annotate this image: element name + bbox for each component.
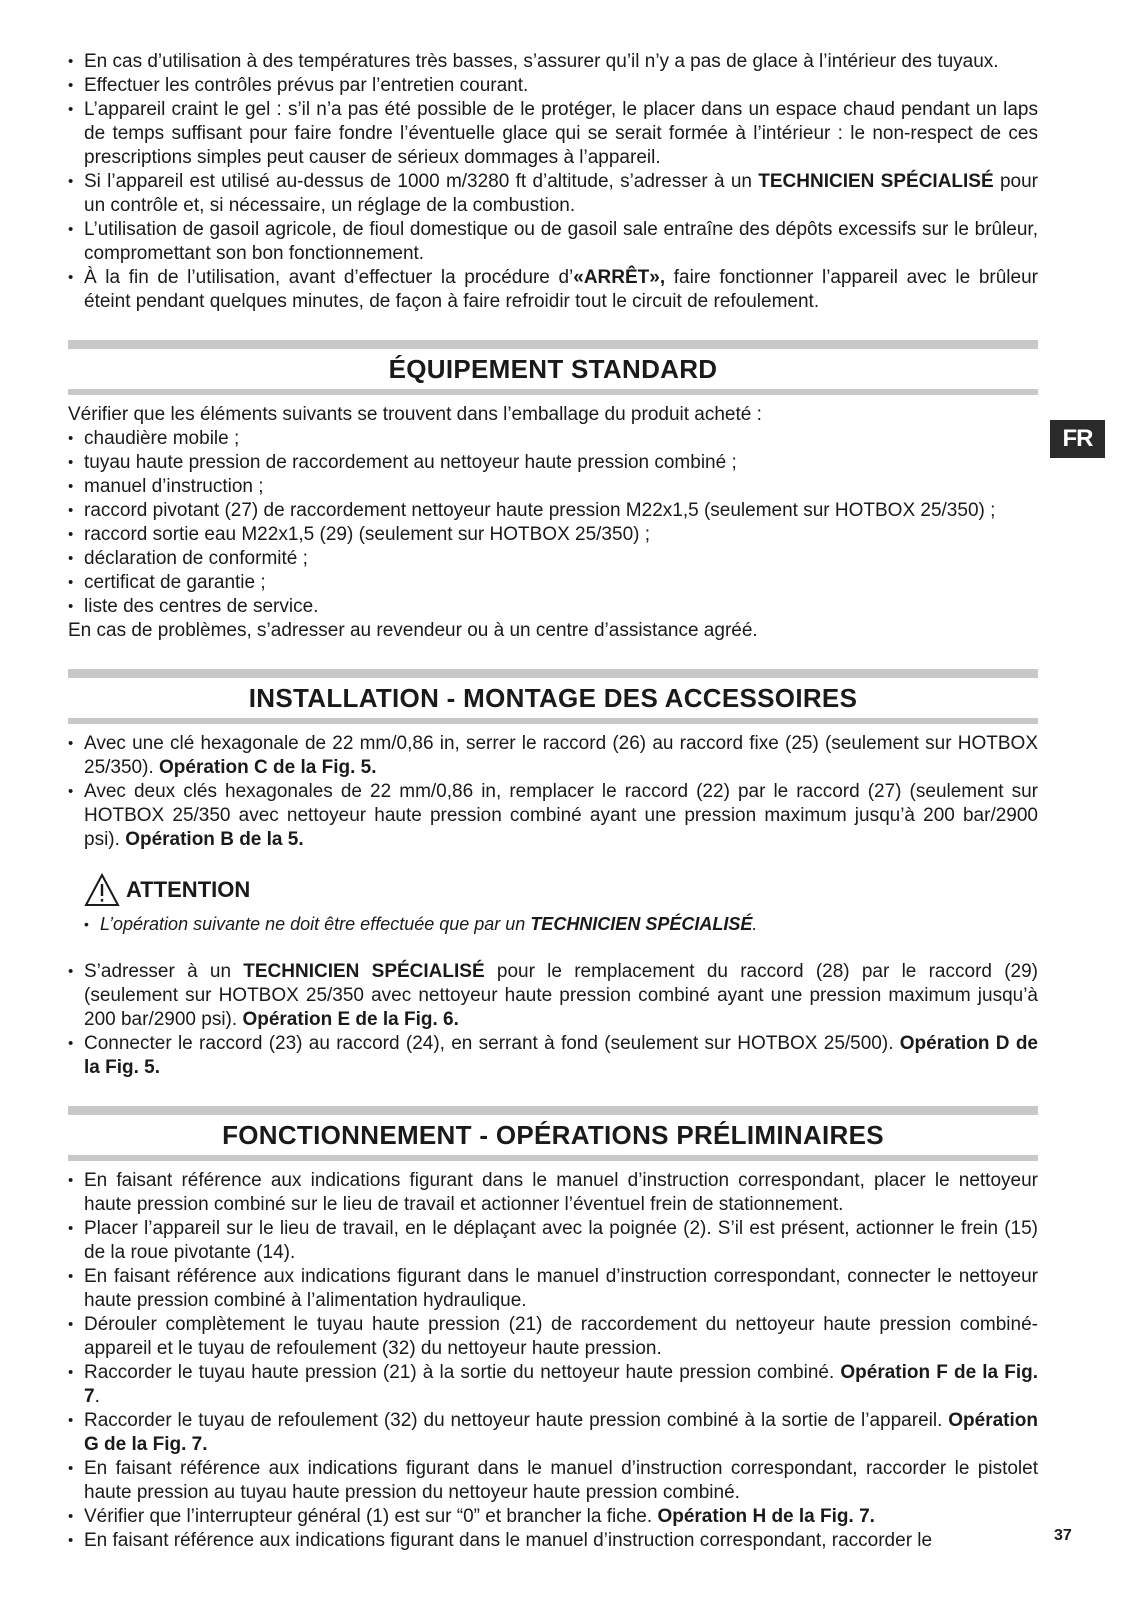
- installation-list: [68, 732, 1038, 852]
- list-item: • L’utilisation de gasoil agricole, de fioul domestique ou de gasoil sale entraîne des dépôts excessifs sur le brûleur, compromettant son bon fonctionnement.: [68, 218, 1038, 266]
- attention-text: • L’opération suivante ne doit être effectuée que par un TECHNICIEN SPÉCIALISÉ.: [84, 912, 1038, 936]
- list-item: • En faisant référence aux indications figurant dans le manuel d’instruction correspondant, placer le nettoyeur haute pression combiné sur le lieu de travail et actionner l’éventuel frein de stationnement.: [68, 1169, 1038, 1217]
- divider: [68, 340, 1038, 349]
- section-title: INSTALLATION - MONTAGE DES ACCESSOIRES: [248, 683, 858, 713]
- page-content: [68, 50, 1038, 1553]
- list-item: • En faisant référence aux indications figurant dans le manuel d’instruction correspondant, raccorder le pistolet haute pression au tuyau haute pression du nettoyeur haute pression combiné.: [68, 1457, 1038, 1505]
- list-item: • L’appareil craint le gel : s’il n’a pas été possible de le protéger, le placer dans un espace chaud pendant un laps de temps suffisant pour faire fondre l’éventuelle glace qui se serait formée à l’intérieur : le non-respect de ces prescriptions simples peut causer de sérieux dommages à l’appareil.: [68, 98, 1038, 170]
- list-item: • Connecter le raccord (23) au raccord (24), en serrant à fond (seulement sur HOTBOX 25/500). Opération D de la Fig. 5.: [68, 1032, 1038, 1080]
- attention-box: [84, 872, 1038, 936]
- attention-title: ATTENTION: [126, 877, 251, 902]
- section-title: ÉQUIPEMENT STANDARD: [388, 354, 718, 384]
- list-item: • Placer l’appareil sur le lieu de travail, en le déplaçant avec la poignée (2). S’il est présent, actionner le frein (15) de la roue pivotante (14).: [68, 1217, 1038, 1265]
- section-title: FONCTIONNEMENT - OPÉRATIONS PRÉLIMINAIRES: [222, 1120, 884, 1150]
- list-item: • tuyau haute pression de raccordement au nettoyeur haute pression combiné ;: [68, 451, 1038, 475]
- divider: [68, 1106, 1038, 1115]
- list-item: • Raccorder le tuyau de refoulement (32) du nettoyeur haute pression combiné à la sortie de l’appareil. Opération G de la Fig. 7.: [68, 1409, 1038, 1457]
- list-item: • Effectuer les contrôles prévus par l’entretien courant.: [68, 74, 1038, 98]
- section-header-equipement: [68, 340, 1038, 395]
- list-item: • Avec deux clés hexagonales de 22 mm/0,86 in, remplacer le raccord (22) par le raccord (27) (seulement sur HOTBOX 25/350 avec nettoyeur haute pression combiné ayant une pression maximum jusqu’à 200 bar/2900 psi). Opération B de la 5.: [68, 780, 1038, 852]
- list-item: • Si l’appareil est utilisé au-dessus de 1000 m/3280 ft d’altitude, s’adresser à un TECHNICIEN SPÉCIALISÉ pour un contrôle et, si nécessaire, un réglage de la combustion.: [68, 170, 1038, 218]
- divider: [68, 389, 1038, 395]
- divider: [68, 1155, 1038, 1161]
- fonctionnement-list: [68, 1169, 1038, 1553]
- attention-header: [84, 872, 1038, 908]
- intro-bullet-list: [68, 50, 1038, 314]
- list-item: • Dérouler complètement le tuyau haute pression (21) de raccordement du nettoyeur haute pression combiné-appareil et le tuyau de refoulement (32) du nettoyeur haute pression.: [68, 1313, 1038, 1361]
- list-item: • En faisant référence aux indications figurant dans le manuel d’instruction correspondant, raccorder le: [68, 1529, 1038, 1553]
- list-item: • manuel d’instruction ;: [68, 475, 1038, 499]
- equipement-outro: En cas de problèmes, s’adresser au revendeur ou à un centre d’assistance agréé.: [68, 620, 758, 641]
- equipement-list: [68, 427, 1038, 619]
- section-header-installation: [68, 669, 1038, 724]
- language-tab: FR: [1050, 420, 1105, 458]
- list-item: • À la fin de l’utilisation, avant d’effectuer la procédure d’«ARRÊT», faire fonctionner l’appareil avec le brûleur éteint pendant quelques minutes, de façon à faire refroidir tout le circuit de refoulement.: [68, 266, 1038, 314]
- equipement-intro: Vérifier que les éléments suivants se trouvent dans l’emballage du produit acheté :: [68, 404, 762, 425]
- list-item: • chaudière mobile ;: [68, 427, 1038, 451]
- list-item: • Vérifier que l’interrupteur général (1) est sur “0” et brancher la fiche. Opération H de la Fig. 7.: [68, 1505, 1038, 1529]
- installation-list-2: [68, 960, 1038, 1080]
- list-item: • liste des centres de service.: [68, 595, 1038, 619]
- list-item: • déclaration de conformité ;: [68, 547, 1038, 571]
- section-header-fonctionnement: [68, 1106, 1038, 1161]
- list-item: • Raccorder le tuyau haute pression (21) à la sortie du nettoyeur haute pression combiné. Opération F de la Fig. 7.: [68, 1361, 1038, 1409]
- list-item: • En faisant référence aux indications figurant dans le manuel d’instruction correspondant, connecter le nettoyeur haute pression combiné à l’alimentation hydraulique.: [68, 1265, 1038, 1313]
- list-item: • Avec une clé hexagonale de 22 mm/0,86 in, serrer le raccord (26) au raccord fixe (25) (seulement sur HOTBOX 25/350). Opération C de la Fig. 5.: [68, 732, 1038, 780]
- divider: [68, 718, 1038, 724]
- list-item: • raccord sortie eau M22x1,5 (29) (seulement sur HOTBOX 25/350) ;: [68, 523, 1038, 547]
- divider: [68, 669, 1038, 678]
- list-item: • certificat de garantie ;: [68, 571, 1038, 595]
- list-item: • En cas d’utilisation à des températures très basses, s’assurer qu’il n’y a pas de glace à l’intérieur des tuyaux.: [68, 50, 1038, 74]
- list-item: • raccord pivotant (27) de raccordement nettoyeur haute pression M22x1,5 (seulement sur HOTBOX 25/350) ;: [68, 499, 1038, 523]
- list-item: • S’adresser à un TECHNICIEN SPÉCIALISÉ pour le remplacement du raccord (28) par le raccord (29) (seulement sur HOTBOX 25/350 avec nettoyeur haute pression combiné ayant une pression maximum jusqu’à 200 bar/2900 psi). Opération E de la Fig. 6.: [68, 960, 1038, 1032]
- warning-icon: [84, 873, 120, 907]
- page-number: 37: [1054, 1527, 1072, 1544]
